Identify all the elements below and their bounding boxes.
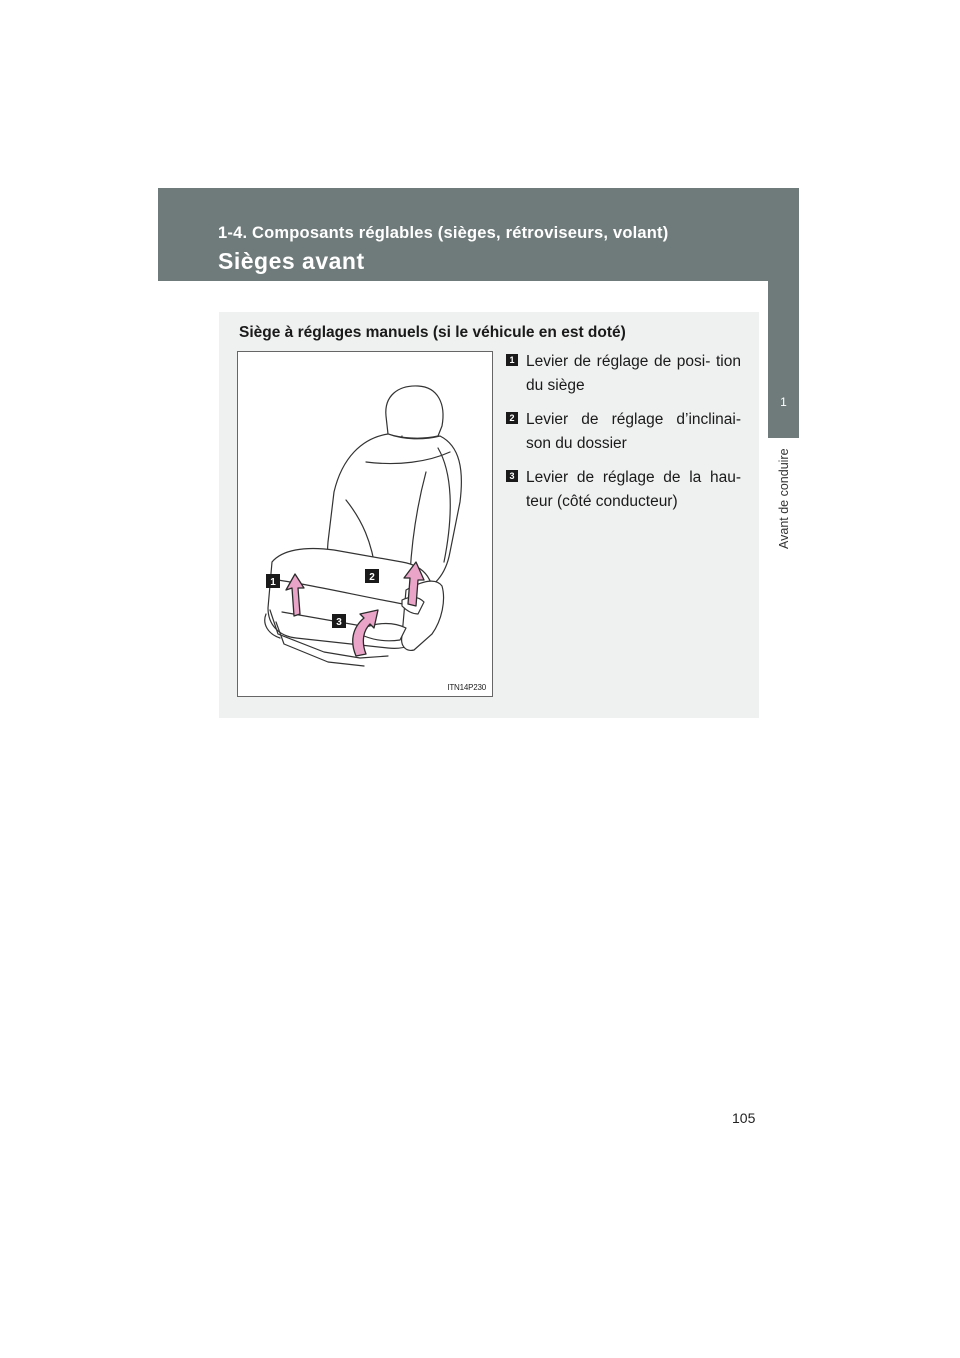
content-box xyxy=(219,312,759,718)
section-label: 1-4. Composants réglables (sièges, rétroviseurs, volant) xyxy=(218,224,669,242)
callout-label-3: 3 xyxy=(336,617,342,628)
header-band xyxy=(158,188,799,281)
list-item xyxy=(506,350,741,397)
seat-illustration xyxy=(238,352,494,698)
item-badge: 3 xyxy=(506,470,518,482)
page-number: 105 xyxy=(732,1110,756,1126)
seat-side-panel xyxy=(402,581,444,650)
side-tab-number: 1 xyxy=(780,395,787,409)
item-badge: 2 xyxy=(506,412,518,424)
list-item xyxy=(506,408,741,455)
callout-label-2: 2 xyxy=(369,572,375,583)
item-text: Levier de réglage de la hau- teur (côté conducteur) xyxy=(526,469,741,510)
lever-list xyxy=(506,350,741,524)
item-badge: 1 xyxy=(506,354,518,366)
box-heading: Siège à réglages manuels (si le véhicule en est doté) xyxy=(239,324,626,341)
figure-code: ITN14P230 xyxy=(447,683,486,692)
headrest xyxy=(386,386,443,438)
item-text: Levier de réglage d’inclinai- son du dossier xyxy=(526,411,741,452)
list-item xyxy=(506,466,741,513)
page-title: Sièges avant xyxy=(218,248,365,274)
height-lever xyxy=(364,624,406,641)
item-text: Levier de réglage de posi- tion du siège xyxy=(526,353,741,394)
side-section-label: Avant de conduire xyxy=(777,448,791,549)
callout-label-1: 1 xyxy=(270,577,276,588)
seat-figure xyxy=(237,351,493,697)
